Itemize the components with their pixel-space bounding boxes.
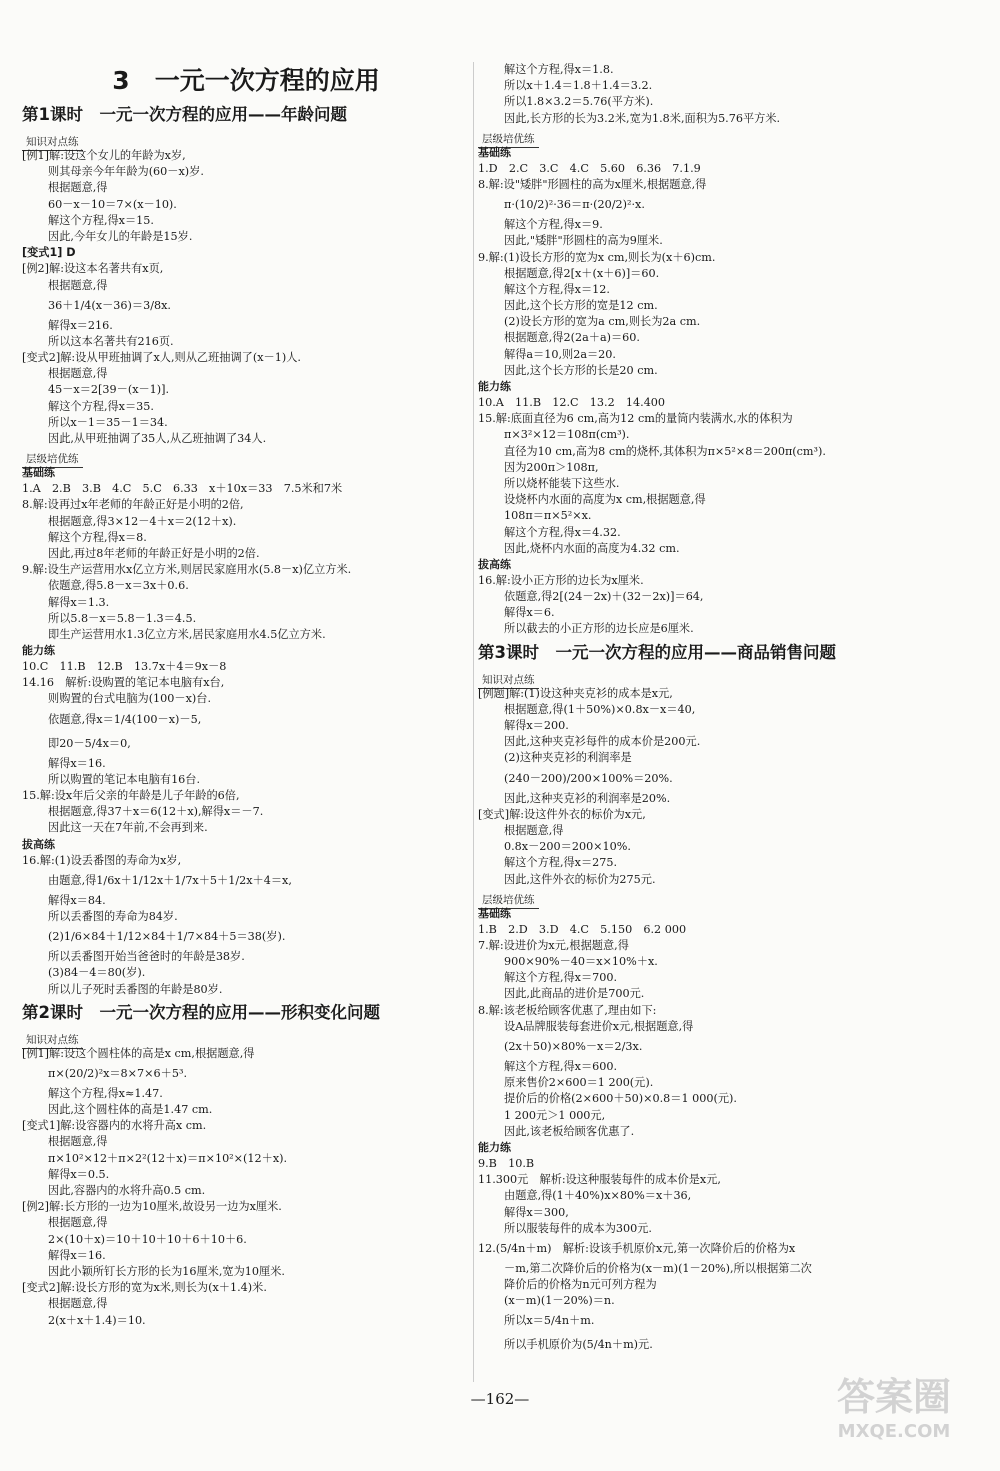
text-line: 即生产运营用水1.3亿立方米,居民家庭用水4.5亿立方米.	[48, 627, 326, 641]
text-line: (3)84－4＝80(岁).	[48, 966, 146, 980]
section-label	[22, 1028, 470, 1046]
text-line: 10.C 11.B 12.B 13.7x＋4＝9x－8	[22, 660, 227, 674]
text-line: 解得x＝6.	[504, 606, 555, 620]
text-line: 15.解:设x年后父亲的年龄是儿子年龄的6倍,	[22, 789, 240, 802]
subsection-label: 拔高练	[22, 837, 55, 851]
section-label	[478, 668, 978, 686]
text-line: 设烧杯内水面的高度为x cm,根据题意,得	[504, 493, 706, 507]
text-line: 因此,这个长方形的长是20 cm.	[504, 363, 658, 377]
text-line: [变式2]解:设长方形的宽为x米,则长为(x＋1.4)米.	[22, 1281, 267, 1295]
text-line: 因此,这种夹克衫的利润率是20%.	[504, 791, 671, 805]
text-line: 解这个方程,得x＝35.	[48, 399, 154, 413]
section-label	[478, 127, 978, 145]
text-line: 9.解:(1)设长方形的宽为x cm,则长为(x＋6)cm.	[478, 250, 716, 264]
formula-line: 所以手机原价为(5/4n＋m)元.	[504, 1338, 653, 1352]
text-line: 15.解:底面直径为6 cm,高为12 cm的量筒内装满水,水的体积为	[478, 412, 793, 426]
lesson-title: 第2课时 一元一次方程的应用——形积变化问题	[22, 1002, 380, 1022]
text-line: 45－x＝2[39－(x－1)].	[48, 383, 170, 397]
text-line: [变式1]解:设容器内的水将升高x cm.	[22, 1119, 207, 1133]
section-label	[22, 447, 470, 465]
text-line: 8.解:设再过x年老师的年龄正好是小明的2倍,	[22, 498, 244, 512]
text-line: 因此小颖所钉长方形的长为16厘米,宽为10厘米.	[48, 1264, 285, 1278]
text-line: 提价后的价格(2×600＋50)×0.8＝1 000(元).	[504, 1092, 737, 1106]
section-label-text: 层级培优练	[478, 131, 539, 148]
text-line: 60－x－10＝7×(x－10).	[48, 197, 177, 211]
text-line: 因此,该老板给顾客优惠了.	[504, 1124, 635, 1138]
text-line: [变式2]解:设从甲班抽调了x人,则从乙班抽调了(x－1)人.	[22, 351, 301, 365]
text-line: π×10²×12＋π×2²(12＋x)＝π×10²×(12＋x).	[48, 1151, 288, 1165]
formula-line: 12.(5/4n＋m) 解析:设该手机原价x元,第一次降价后的价格为x	[478, 1241, 796, 1255]
text-line: 8.解:设"矮胖"形圆柱的高为x厘米,根据题意,得	[478, 177, 707, 191]
text-line: 根据题意,得	[48, 1135, 108, 1149]
text-line: 2(x＋x＋1.4)＝10.	[48, 1313, 146, 1327]
text-line: 根据题意,得2[x＋(x＋6)]＝60.	[504, 266, 660, 280]
text-line: 所以x＋1.4＝1.8＋1.4＝3.2.	[504, 79, 653, 93]
text-line: 所以丢番图的寿命为84岁.	[48, 909, 178, 923]
formula-line: 即20－5/4x＝0,	[48, 736, 131, 750]
text-line: 解这个方程,得x＝600.	[504, 1060, 618, 1073]
watermark-site: MXQE.COM	[837, 1421, 951, 1442]
text-line: [变式]解:设这件外衣的标价为x元,	[478, 807, 646, 821]
text-line: 所以购置的笔记本电脑有16台.	[48, 772, 201, 786]
text-line: 解得x＝216.	[48, 318, 113, 332]
text-line: 则其母亲今年年龄为(60－x)岁.	[48, 165, 204, 179]
text-line: 解得x＝0.5.	[48, 1167, 110, 1181]
formula-line: (240－200)/200×100%＝20%.	[504, 771, 673, 785]
text-line: 解得x＝1.3.	[48, 595, 110, 609]
section-label	[478, 888, 978, 906]
formula-line: (2x＋50)×80%－x＝2/3x.	[504, 1040, 643, 1053]
text-line: 因此,烧杯内水面的高度为4.32 cm.	[504, 541, 680, 555]
text-line: 因此,从甲班抽调了35人,从乙班抽调了34人.	[48, 432, 267, 445]
formula-line: (2)1/6×84＋1/12×84＋1/7×84＋5＝38(岁).	[48, 930, 286, 944]
watermark	[806, 1373, 982, 1457]
text-line: 所以截去的小正方形的边长应是6厘米.	[504, 622, 694, 636]
formula-line: π×(20/2)²x＝8×7×6＋5³.	[48, 1066, 188, 1080]
section-label-text: 知识对点练	[22, 1032, 83, 1049]
text-line: 依题意,得2[(24－2x)＋(32－2x)]＝64,	[504, 590, 704, 604]
text-line: 108π＝π×5²×x.	[504, 509, 592, 523]
text-line: 因此,今年女儿的年龄是15岁.	[48, 229, 193, 243]
text-line: 9.解:设生产运营用水x亿立方米,则居民家庭用水(5.8－x)亿立方米.	[22, 563, 352, 577]
text-line: 因此,此商品的进价是700元.	[504, 987, 645, 1001]
text-line: [例2]解:长方形的一边为10厘米,故设另一边为x厘米.	[22, 1200, 282, 1214]
text-line: 解这个方程,得x≈1.47.	[48, 1086, 163, 1100]
text-line: [例2]解:设这本名著共有x页,	[22, 262, 164, 276]
text-line: 根据题意,得37＋x＝6(12＋x),解得x＝－7.	[48, 805, 264, 819]
subsection-label: 基础练	[22, 466, 55, 480]
text-line: 解这个方程,得x＝8.	[48, 530, 147, 544]
text-line: 所以5.8－x＝5.8－1.3＝4.5.	[48, 611, 197, 625]
text-line: 解得x＝16.	[48, 756, 106, 770]
text-line: 900×90%－40＝x×10%＋x.	[504, 955, 658, 969]
text-line: 解得x＝84.	[48, 893, 106, 907]
text-line: 根据题意,得	[48, 1216, 108, 1230]
text-line: －m,第二次降价后的价格为(x－m)(1－20%),所以根据第二次	[504, 1261, 812, 1275]
text-line: 因此,长方形的长为3.2米,宽为1.8米,面积为5.76平方米.	[504, 111, 781, 125]
text-line: 因此,这个圆柱体的高是1.47 cm.	[48, 1103, 213, 1117]
text-line: 所以这本名著共有216页.	[48, 334, 174, 348]
text-line: 解得a＝10,则2a＝20.	[504, 347, 616, 361]
text-line: [例1]解:设这个圆柱体的高是x cm,根据题意,得	[22, 1046, 255, 1060]
text-line: 解得x＝200.	[504, 719, 569, 732]
text-line: 0.8x－200＝200×10%.	[504, 840, 631, 854]
page-number: —162—	[470, 1390, 530, 1408]
text-line: 原来售价2×600＝1 200(元).	[504, 1076, 654, 1090]
text-line: 解得x＝300,	[504, 1205, 569, 1219]
text-line: 2×(10＋x)＝10＋10＋10＋6＋10＋6.	[48, 1232, 247, 1246]
section-label-text: 知识对点练	[478, 672, 539, 689]
text-line: 解这个方程,得x＝12.	[504, 282, 610, 296]
text-line: 10.A 11.B 12.C 13.2 14.400	[478, 396, 666, 409]
subsection-label: 拔高练	[478, 557, 511, 571]
text-line: 9.B 10.B	[478, 1156, 535, 1170]
text-line: 根据题意,得	[48, 278, 108, 292]
text-line: 16.解:(1)设丢番图的寿命为x岁,	[22, 853, 182, 867]
text-line: 根据题意,得	[48, 181, 108, 195]
text-line: 1.A 2.B 3.B 4.C 5.C 6.33 x＋10x＝33 7.5米和7米	[22, 482, 343, 496]
text-line: 解这个方程,得x＝275.	[504, 856, 618, 870]
text-line: 解这个方程,得x＝15.	[48, 213, 154, 227]
section-label-text: 知识对点练	[22, 134, 83, 151]
answer-line: [变式1] D	[22, 246, 76, 260]
section-label-text: 层级培优练	[478, 892, 539, 909]
text-line: 因为200π＞108π,	[504, 460, 599, 474]
text-line: 所以1.8×3.2＝5.76(平方米).	[504, 95, 654, 109]
formula-line: 36＋1/4(x－36)＝3/8x.	[48, 298, 171, 312]
text-line: 所以服装每件的成本为300元.	[504, 1221, 652, 1235]
subsection-label: 基础练	[478, 145, 511, 159]
text-line: 解这个方程,得x＝9.	[504, 218, 603, 232]
text-line: 根据题意,得	[504, 823, 564, 837]
text-line: 因此,"矮胖"形圆柱的高为9厘米.	[504, 234, 663, 248]
text-line: 所以烧杯能装下这些水.	[504, 476, 620, 490]
watermark-logo: 答案圈	[836, 1375, 951, 1419]
text-line: 14.16 解析:设购置的笔记本电脑有x台,	[22, 676, 225, 690]
text-line: 所以丢番图开始当爸爸时的年龄是38岁.	[48, 950, 245, 964]
text-line: 因此,这种夹克衫每件的成本价是200元.	[504, 735, 701, 749]
formula-line: 由题意,得1/6x＋1/12x＋1/7x＋5＋1/2x＋4＝x,	[48, 873, 292, 887]
text-line: 由题意,得(1＋40%)x×80%＝x＋36,	[504, 1189, 692, 1203]
text-line: (x－m)(1－20%)＝n.	[504, 1294, 615, 1308]
text-line: 解这个方程,得x＝4.32.	[504, 525, 621, 539]
subsection-label: 能力练	[22, 644, 55, 658]
text-line: 所以x－1＝35－1＝34.	[48, 415, 168, 429]
text-line: 设A品牌服装每套进价x元,根据题意,得	[504, 1019, 694, 1033]
text-line: 因此,这件外衣的标价为275元.	[504, 872, 656, 886]
text-line: 7.解:设进价为x元,根据题意,得	[478, 938, 629, 952]
text-line: 解这个方程,得x＝1.8.	[504, 63, 614, 76]
right-column	[478, 62, 978, 1357]
subsection-label: 基础练	[478, 906, 511, 920]
text-line: 根据题意,得	[48, 367, 108, 381]
subsection-label: 能力练	[478, 380, 511, 393]
text-line: [例题]解:(1)设这种夹克衫的成本是x元,	[478, 686, 673, 700]
formula-line: π·(10/2)²·36＝π·(20/2)²·x.	[504, 198, 645, 212]
formula-line: 所以x＝5/4n＋m.	[504, 1314, 595, 1328]
text-line: 因此这一天在7年前,不会再到来.	[48, 821, 208, 835]
text-line: 1.D 2.C 3.C 4.C 5.60 6.36 7.1.9	[478, 161, 701, 175]
column-divider	[473, 62, 474, 1382]
chapter-title: 3 一元一次方程的应用	[112, 66, 380, 95]
lesson-title: 第1课时 一元一次方程的应用——年龄问题	[22, 105, 347, 124]
text-line: (2)这种夹克衫的利润率是	[504, 751, 632, 765]
formula-line: 依题意,得x＝1/4(100－x)－5,	[48, 712, 202, 726]
text-line: 16.解:设小正方形的边长为x厘米.	[478, 573, 644, 587]
text-line: 因此,这个长方形的宽是12 cm.	[504, 299, 658, 313]
text-line: 8.解:该老板给顾客优惠了,理由如下:	[478, 1003, 657, 1017]
text-line: 1.B 2.D 3.D 4.C 5.150 6.2 000	[478, 922, 687, 936]
text-line: 所以儿子死时丢番图的年龄是80岁.	[48, 982, 223, 996]
text-line: 根据题意,得(1＋50%)×0.8x－x＝40,	[504, 702, 696, 716]
text-line: 降价后的价格为n元可列方程为	[504, 1278, 657, 1292]
text-line: 因此,再过8年老师的年龄正好是小明的2倍.	[48, 546, 260, 560]
section-label	[22, 130, 470, 148]
text-line: 11.300元 解析:设这种服装每件的成本价是x元,	[478, 1173, 721, 1187]
text-line: 解这个方程,得x＝700.	[504, 971, 618, 985]
text-line: 1 200元＞1 000元,	[504, 1108, 606, 1122]
text-line: 直径为10 cm,高为8 cm的烧杯,其体积为π×5²×8＝200π(cm³).	[504, 444, 826, 458]
text-line: 根据题意,得2(2a＋a)＝60.	[504, 331, 640, 345]
text-line: 因此,容器内的水将升高0.5 cm.	[48, 1184, 206, 1197]
left-column	[22, 62, 470, 1329]
text-line: 根据题意,得	[48, 1297, 108, 1311]
text-line: 根据题意,得3×12－4＋x＝2(12＋x).	[48, 514, 237, 528]
text-line: 则购置的台式电脑为(100－x)台.	[48, 692, 212, 706]
text-line: 解得x＝16.	[48, 1248, 106, 1262]
text-line: (2)设长方形的宽为a cm,则长为2a cm.	[504, 315, 701, 329]
lesson-title: 第3课时 一元一次方程的应用——商品销售问题	[478, 642, 836, 662]
text-line: 依题意,得5.8－x＝3x＋0.6.	[48, 579, 189, 593]
text-line: [例1]解:设这个女儿的年龄为x岁,	[22, 149, 186, 162]
section-label-text: 层级培优练	[22, 451, 83, 468]
subsection-label: 能力练	[478, 1140, 511, 1154]
text-line: π×3²×12＝108π(cm³).	[504, 428, 630, 442]
